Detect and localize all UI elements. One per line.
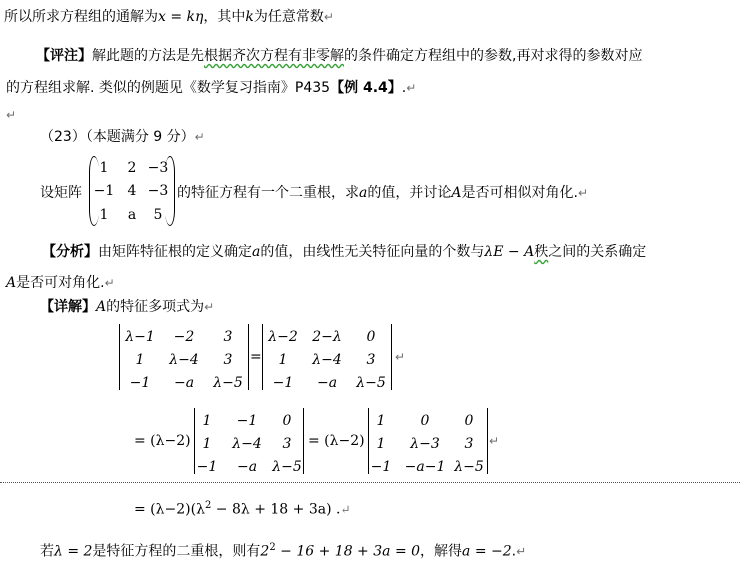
comment-text-1: 解此题的方法是先: [92, 48, 204, 64]
comment-line-2: [6, 79, 416, 97]
analysis-rank: 秩: [534, 244, 549, 260]
lambda-e-minus-a: λE − A: [484, 244, 535, 260]
det2-cell-r2c1: 1: [278, 352, 288, 368]
var-A: A: [96, 299, 107, 315]
matrix-question-1: 的特征方程有一个二重根，求: [177, 185, 359, 201]
det4-cell-r3c2: −a−1: [404, 459, 446, 475]
paragraph-mark-icon: ↵: [6, 108, 17, 122]
detail-line: [40, 298, 214, 316]
matrix-cell-r2c1: −1: [93, 183, 115, 199]
paragraph-mark-icon: ↵: [406, 81, 417, 95]
matrix-cell-r3c1: 1: [99, 207, 109, 223]
detail-text: 的特征多项式为: [106, 299, 205, 315]
equation-post: − 16 + 18 + 3a = 0: [275, 543, 421, 560]
det1-cell-r1c3: 3: [223, 329, 233, 345]
problem-number: （23）（本题满分 9 分）: [40, 129, 195, 145]
det1-cell-r3c2: −a: [173, 375, 195, 391]
analysis-text-4: 之间的关系确定: [548, 244, 647, 260]
equation-exponent: 2: [269, 542, 276, 553]
paragraph-mark-icon: ↵: [323, 10, 334, 24]
analysis-text-5: 是否可对角化.: [16, 275, 105, 291]
comment-text-wavy: 根据齐次方程有非零解: [204, 48, 344, 64]
det1-cell-r2c1: 1: [135, 352, 145, 368]
var-a: a: [359, 185, 368, 201]
analysis-line-2: [6, 274, 115, 292]
det2-cell-r3c2: −a: [316, 375, 338, 391]
last-text-1: 若: [40, 543, 54, 560]
result-pre: = (λ−2)(λ: [134, 501, 205, 518]
determinant-4: [368, 408, 488, 474]
last-text-2: 是特征方程的二重根，则有: [92, 543, 261, 560]
detail-label: 【详解】: [40, 299, 96, 315]
matrix-cell-r2c3: −3: [147, 183, 169, 199]
comment-text-3: 的方程组求解. 类似的例题见《数学复习指南》P435: [6, 80, 331, 96]
analysis-label: 【分析】: [42, 244, 98, 260]
comment-label: 【评注】: [36, 48, 92, 64]
det2-cell-r3c3: λ−5: [356, 375, 386, 391]
page-break-line: [0, 482, 740, 483]
last-end: .: [511, 543, 517, 560]
paragraph-mark-icon: ↵: [516, 544, 527, 559]
analysis-text-2: 的值，由线性无关特征向量的个数与: [260, 244, 485, 260]
last-text-3: ，解得: [420, 543, 463, 560]
matrix-cell-r3c3: 5: [153, 207, 163, 223]
det3-cell-r1c2: −1: [236, 413, 258, 429]
det2-cell-r1c2: 2−λ: [312, 329, 342, 345]
var-A: A: [6, 275, 17, 291]
matrix-cell-r2c2: 4: [127, 183, 137, 199]
problem-label: [40, 128, 205, 146]
line-general-solution: [4, 8, 334, 26]
det4-cell-r2c1: 1: [376, 436, 386, 452]
determinant-3: [194, 408, 304, 474]
det1-cell-r3c3: λ−5: [213, 375, 243, 391]
det2-cell-r2c3: 3: [366, 352, 376, 368]
det3-cell-r3c2: −a: [236, 459, 258, 475]
det4-cell-r1c2: 0: [420, 413, 430, 429]
det3-cell-r2c1: 1: [202, 436, 212, 452]
matrix-question: [177, 184, 588, 202]
determinant-2: [262, 324, 392, 390]
result-expression: [134, 497, 351, 519]
comment-line-1: [36, 47, 642, 65]
paragraph-mark-icon: ↵: [194, 130, 205, 144]
equation-pre: 2: [260, 543, 270, 560]
comment-text-2: 的条件确定方程组中的参数,再对求得的参数对应: [344, 48, 643, 64]
det2-cell-r3c1: −1: [272, 375, 294, 391]
var-a: a: [252, 244, 261, 260]
solution-formula: x = kη: [158, 9, 204, 25]
matrix-intro: 设矩阵: [40, 185, 82, 201]
det2-cell-r1c1: λ−2: [268, 329, 298, 345]
det2-cell-r2c2: λ−4: [312, 352, 342, 368]
paragraph-mark-icon: ↵: [489, 434, 500, 448]
det3-cell-r2c3: 3: [282, 436, 292, 452]
factor-lambda-2-second: = (λ−2): [308, 433, 365, 449]
comment-reference: 【例 4.4】: [330, 80, 402, 96]
general-solution-mid: ，其中: [203, 9, 246, 25]
det4-cell-r2c2: λ−3: [410, 436, 440, 452]
det3-cell-r1c3: 0: [282, 413, 292, 429]
comment-end: .: [401, 80, 407, 96]
result-post: − 8λ + 18 + 3a) .: [211, 501, 341, 518]
analysis-text-1: 由矩阵特征根的定义确定: [98, 244, 252, 260]
det3-cell-r1c1: 1: [202, 413, 212, 429]
matrix-question-3: 是否可相似对角化.: [461, 185, 578, 201]
det4-cell-r1c3: 0: [464, 413, 474, 429]
det3-cell-r3c3: λ−5: [272, 459, 302, 475]
general-solution-text: 所以所求方程组的通解为: [4, 9, 158, 25]
matrix-cell-r3c2: a: [127, 207, 137, 223]
general-solution-tail: 为任意常数: [253, 9, 324, 25]
lambda-equals-2: λ = 2: [54, 543, 93, 560]
paragraph-mark-icon: ↵: [395, 350, 406, 364]
det1-cell-r3c1: −1: [129, 375, 151, 391]
det1-cell-r2c2: λ−4: [169, 352, 199, 368]
constant-k: k: [245, 9, 254, 25]
equals-sign: =: [250, 349, 262, 365]
det3-cell-r2c2: λ−4: [232, 436, 262, 452]
paragraph-mark-icon: ↵: [340, 502, 351, 517]
double-root-line: [40, 539, 526, 561]
paragraph-mark-icon: ↵: [577, 186, 588, 200]
matrix-cell-r1c2: 2: [127, 160, 137, 176]
matrix-cell-r1c1: 1: [99, 160, 109, 176]
factor-lambda-2: = (λ−2): [134, 433, 191, 449]
det4-cell-r3c3: λ−5: [454, 459, 484, 475]
det4-cell-r3c1: −1: [370, 459, 392, 475]
result-exponent: 2: [204, 500, 212, 511]
det4-cell-r2c3: 3: [464, 436, 474, 452]
det1-cell-r1c1: λ−1: [125, 329, 155, 345]
paragraph-mark-icon: ↵: [204, 300, 215, 314]
solution-a: a = −2: [462, 543, 512, 560]
determinant-1: [119, 324, 249, 390]
det1-cell-r1c2: −2: [173, 329, 195, 345]
analysis-line-1: [42, 243, 646, 261]
det2-cell-r1c3: 0: [366, 329, 376, 345]
paragraph-mark-icon: ↵: [104, 276, 115, 290]
matrix-cell-r1c3: −3: [147, 160, 169, 176]
var-A: A: [451, 185, 462, 201]
det3-cell-r3c1: −1: [196, 459, 218, 475]
matrix-question-2: 的值，并讨论: [367, 185, 452, 201]
det4-cell-r1c1: 1: [376, 413, 386, 429]
det1-cell-r2c3: 3: [223, 352, 233, 368]
